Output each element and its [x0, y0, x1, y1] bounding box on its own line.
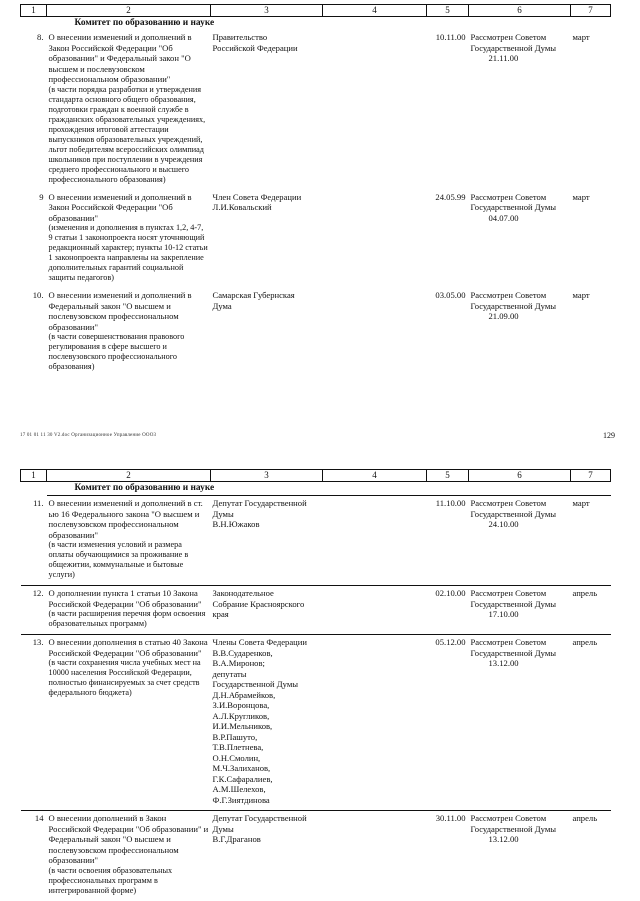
bill-note: (в части изменения условий и размера оплаты обучающимися за проживание в общежитии, коммунальные и бытовые услуги) — [48, 540, 189, 579]
bill-cell — [47, 635, 211, 811]
author-line: Дума — [212, 300, 232, 311]
author-line: Собрание Красноярского — [212, 598, 305, 609]
bill-note: (в части порядка разработки и утверждения стандарта основного общего образования, подготовки граждан к военной службе в гражданских образовательных учреждениях, прохождения итоговой аттестации выпускников образовательных учреждений, льгот победителям всероссийских олимпиад школьников при поступлении в учреждения среднего профессионального и высшего профессионального образования) — [48, 84, 206, 184]
author-line: Депутат Государственной — [212, 813, 307, 823]
author-cell — [211, 811, 323, 901]
bill-title: О внесении изменений и дополнений в Закон Российской Федерации "Об образовании" — [48, 191, 192, 223]
date-cell: 24.05.99 — [435, 191, 466, 202]
date-cell: 30.11.00 — [435, 813, 466, 823]
author-line: Думы — [212, 508, 234, 519]
month-cell: март — [572, 191, 590, 202]
column-header: 3 — [211, 5, 323, 17]
status-line: Рассмотрен Советом — [470, 637, 547, 647]
status-line: Государственной Думы — [470, 823, 557, 834]
status-cell — [469, 586, 571, 635]
column-header: 4 — [323, 5, 427, 17]
status-date: 21.09.00 — [488, 311, 519, 321]
table-row — [21, 586, 611, 635]
author-line: Член Совета Федерации — [212, 191, 302, 202]
column-header: 2 — [47, 470, 211, 482]
status-line: Государственной Думы — [470, 300, 557, 311]
column-header: 4 — [323, 470, 427, 482]
bill-title: О внесении изменений и дополнений в Федеральный закон "О высшем и послевузовском профессиональном образовании" — [48, 290, 192, 332]
bill-cell — [47, 30, 211, 190]
column-header: 1 — [21, 5, 47, 17]
col4-cell — [323, 190, 427, 289]
status-line: Государственной Думы — [470, 508, 557, 519]
column-header: 6 — [469, 470, 571, 482]
status-cell — [469, 288, 571, 377]
author-cell — [211, 30, 323, 190]
document-page-1 — [0, 0, 640, 445]
author-line: Депутат Государственной — [212, 498, 307, 508]
col4-cell — [323, 30, 427, 190]
bill-note: (в части сохранения числа учебных мест на 10000 населения Российской Федерации, полностью финансируемых за счет средств федерального бюджета) — [48, 658, 201, 697]
table-row — [21, 190, 611, 289]
footer-file-info: 17 01 01 11 30 V2.doc Организационное Управление ООО3 — [20, 433, 157, 438]
author-line: В.Н.Южаков — [212, 519, 260, 529]
column-header: 7 — [571, 5, 611, 17]
month-cell: март — [572, 290, 590, 300]
status-date: 04.07.00 — [488, 212, 519, 223]
column-header: 2 — [47, 5, 211, 17]
author-cell — [211, 496, 323, 586]
document-page-2 — [0, 455, 640, 900]
table-row — [21, 811, 611, 901]
status-line: Государственной Думы — [470, 42, 557, 53]
table-row — [21, 635, 611, 811]
status-line: Государственной Думы — [470, 647, 557, 658]
status-cell — [469, 30, 571, 190]
bill-cell — [47, 288, 211, 377]
bill-cell — [47, 496, 211, 586]
author-line: А.Л.Кругликов, — [212, 710, 270, 721]
author-line: Члены Совета Федерации — [212, 637, 307, 647]
author-line: Думы — [212, 823, 234, 834]
date-cell: 10.11.00 — [435, 32, 466, 42]
column-header: 6 — [469, 5, 571, 17]
author-line: Законодательное — [212, 588, 274, 598]
month-cell: апрель — [572, 813, 598, 823]
col4-cell — [323, 586, 427, 635]
col4-cell — [323, 288, 427, 377]
row-number: 9 — [39, 191, 44, 202]
row-number: 14 — [34, 813, 44, 823]
author-line: В.Г.Драганов — [212, 834, 261, 844]
month-cell: март — [572, 32, 590, 42]
author-line: депутаты — [212, 668, 247, 679]
author-cell — [211, 288, 323, 377]
status-date: 17.10.00 — [488, 609, 519, 619]
status-cell — [469, 811, 571, 901]
author-cell — [211, 586, 323, 635]
month-cell: март — [571, 496, 611, 586]
column-header: 3 — [211, 470, 323, 482]
bill-title: О внесении дополнения в статью 40 Закона Российской Федерации "Об образовании" — [48, 637, 208, 658]
author-line: Самарская Губернская — [212, 290, 295, 300]
date-cell: 03.05.00 — [435, 290, 466, 300]
col4-cell — [323, 635, 427, 811]
status-date: 13.12.00 — [488, 658, 519, 668]
page-number: 129 — [603, 431, 615, 440]
table-row — [21, 30, 611, 190]
status-date: 24.10.00 — [488, 519, 519, 529]
author-line: Российской Федерации — [212, 42, 298, 53]
status-cell — [469, 190, 571, 289]
status-line: Рассмотрен Советом — [470, 498, 547, 508]
author-line: В.А.Миронов; — [212, 658, 265, 668]
table-header-row — [21, 5, 611, 17]
row-number: 13. — [21, 635, 47, 811]
author-line: В.Р.Пашуто, — [212, 731, 258, 742]
bill-cell — [47, 811, 211, 901]
author-line: Г.К.Сафаралиев, — [212, 773, 273, 784]
bill-title: О внесении изменений и дополнений в ст. ью 16 Федерального закона "О высшем и послевузовском профессиональном образовании" — [48, 498, 203, 540]
author-line: Д.Н.Абрамейков, — [212, 689, 276, 700]
status-line: Государственной Думы — [470, 202, 557, 212]
row-number: 12. — [21, 586, 47, 635]
month-cell: апрель — [571, 635, 611, 811]
table-row — [21, 288, 611, 377]
bill-note: (в части освоения образовательных профессиональных программ в интегрированной форме) — [48, 865, 173, 895]
author-line: Правительство — [212, 32, 268, 42]
author-cell — [211, 635, 323, 811]
column-header: 5 — [427, 470, 469, 482]
author-cell — [211, 190, 323, 289]
author-line: И.И.Мельников, — [212, 721, 273, 731]
author-line: О.Н.Смолин, — [212, 752, 261, 763]
author-line: Государственной Думы — [212, 679, 299, 689]
status-cell — [469, 635, 571, 811]
column-header: 7 — [571, 470, 611, 482]
legislation-table-1 — [20, 4, 611, 377]
status-line: Рассмотрен Советом — [470, 191, 547, 202]
month-cell: апрель — [571, 586, 611, 635]
bill-note: (в части совершенствования правового регулирования в сфере высшего и послевузовского профессионального образования) — [48, 332, 185, 371]
bill-title: О внесении изменений и дополнений в Закон Российской Федерации "Об образовании" и Федеральный закон "О высшем и послевузовском профессиональном образовании" — [48, 32, 192, 84]
committee-title: Комитет по образованию и науке — [74, 17, 215, 28]
status-line: Рассмотрен Советом — [470, 588, 547, 598]
author-line: В.В.Сударенков, — [212, 647, 273, 658]
legislation-table-2 — [20, 469, 611, 901]
bill-note: (в части расширения перечня форм освоения образовательных программ) — [48, 609, 206, 628]
date-cell: 02.10.00 — [427, 586, 469, 635]
author-line: М.Ч.Залиханов, — [212, 763, 271, 773]
col4-cell — [323, 811, 427, 901]
author-line: Ф.Г.Зиятдинова — [212, 794, 270, 805]
date-cell: 05.12.00 — [427, 635, 469, 811]
status-line: Рассмотрен Советом — [470, 32, 547, 42]
table-header-row — [21, 470, 611, 482]
table-row — [21, 496, 611, 586]
status-date: 21.11.00 — [488, 53, 519, 63]
column-header: 5 — [427, 5, 469, 17]
bill-cell — [47, 190, 211, 289]
committee-heading-row — [21, 16, 611, 30]
column-header: 1 — [21, 470, 47, 482]
date-cell: 11.10.00 — [427, 496, 469, 586]
status-line: Рассмотрен Советом — [470, 813, 547, 823]
author-line: края — [212, 609, 229, 619]
bill-cell — [47, 586, 211, 635]
status-line: Государственной Думы — [470, 598, 557, 609]
col4-cell — [323, 496, 427, 586]
status-cell — [469, 496, 571, 586]
author-line: Л.И.Ковальский — [212, 202, 272, 212]
status-date: 13.12.00 — [488, 834, 519, 844]
bill-title: О дополнении пункта 1 статьи 10 Закона Российской Федерации "Об образовании" — [48, 588, 202, 609]
committee-title: Комитет по образованию и науке — [47, 481, 427, 496]
row-number: 10. — [32, 290, 44, 300]
row-number: 11. — [21, 496, 47, 586]
bill-note: (изменения и дополнения в пунктах 1,2, 4-7, 9 статьи 1 законопроекта носят уточняющий редакционный характер; пункты 10-12 статьи 1 законопроекта направлены на закрепление дополнительных гарантий социальной защиты педагогов) — [48, 223, 208, 282]
author-line: Т.В.Плетнева, — [212, 742, 264, 752]
committee-heading-row — [21, 481, 611, 496]
status-line: Рассмотрен Советом — [470, 290, 547, 300]
author-line: А.М.Шелехов, — [212, 784, 266, 794]
row-number: 8. — [37, 32, 44, 42]
bill-title: О внесении дополнений в Закон Российской Федерации "Об образовании" и Федеральный закон "О высшем и послевузовском профессиональном образовании" — [48, 813, 209, 865]
author-line: З.И.Воронцова, — [212, 700, 270, 710]
